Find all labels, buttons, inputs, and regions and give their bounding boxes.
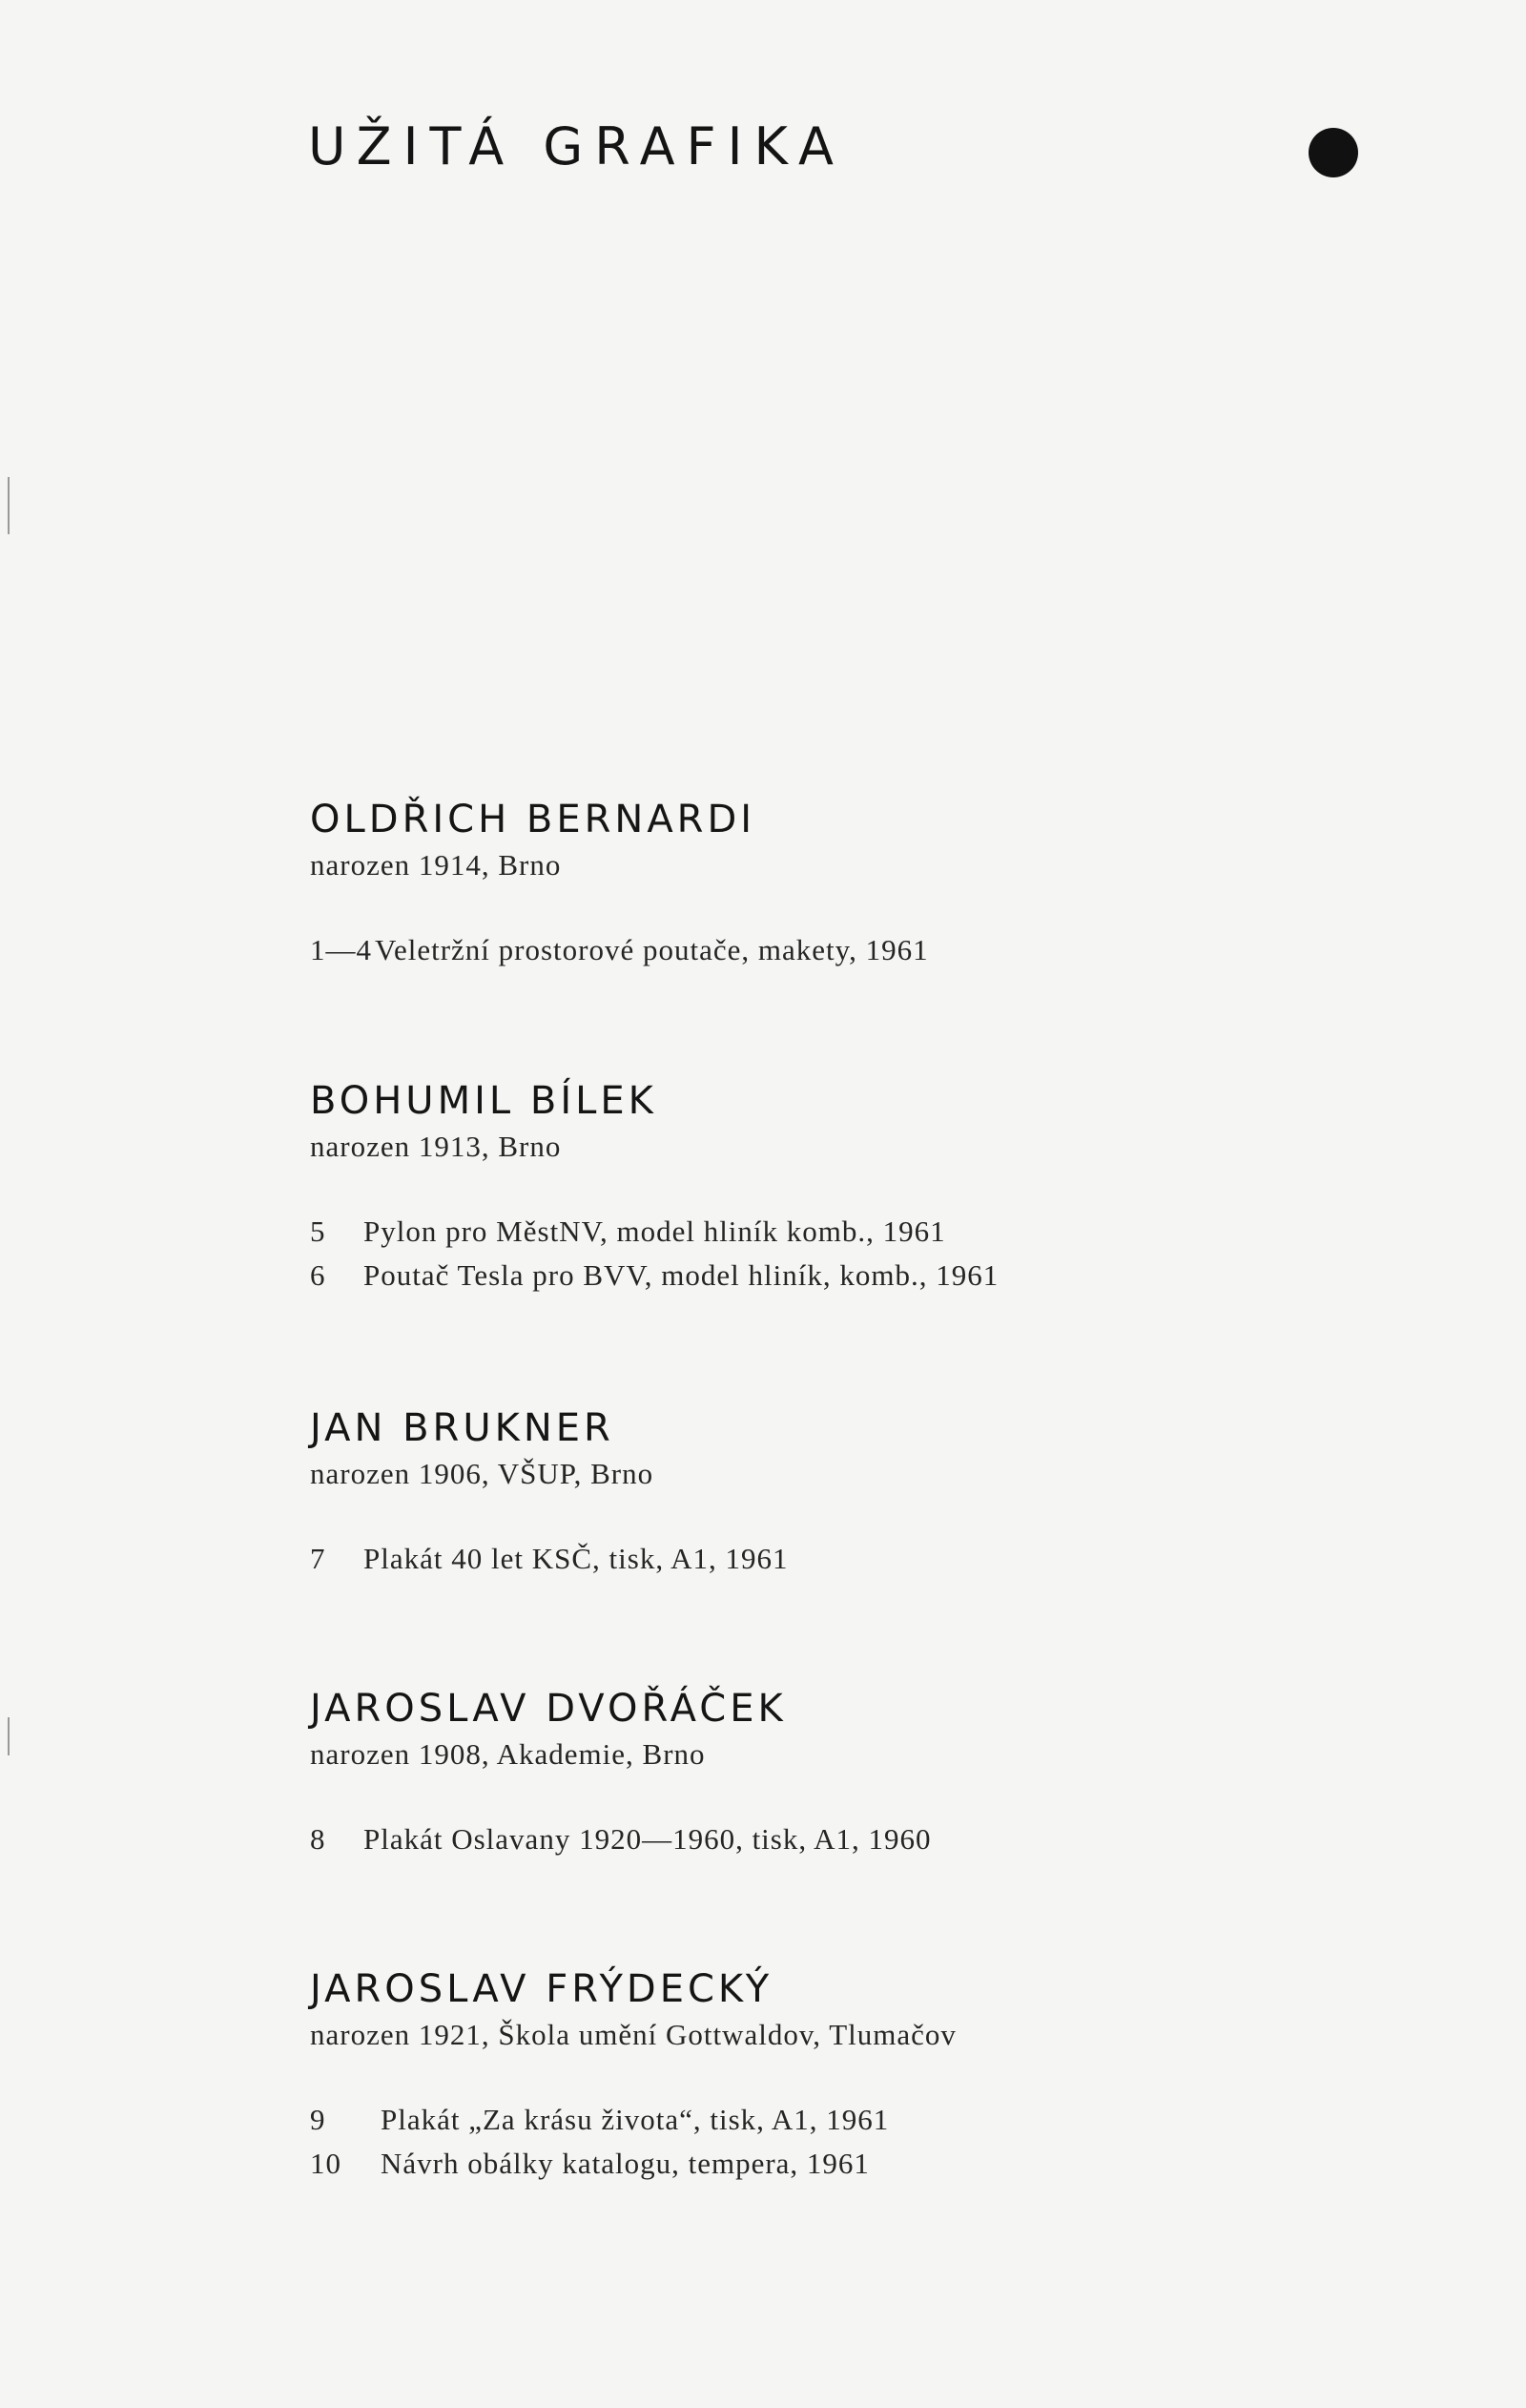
work-description: Poutač Tesla pro BVV, model hliník, komb., 1961	[363, 1258, 1000, 1292]
work-number: 5	[310, 1214, 326, 1248]
works-list	[310, 1817, 932, 1861]
artist-entry-dvoracek	[310, 1686, 932, 1861]
work-item	[310, 1210, 999, 1254]
scan-edge-mark	[8, 477, 10, 534]
work-description: Návrh obálky katalogu, tempera, 1961	[381, 2147, 870, 2180]
artist-entry-frydecky	[310, 1966, 957, 2186]
work-number: 7	[310, 1542, 326, 1575]
work-item	[310, 2142, 957, 2186]
work-description: Plakát 40 let KSČ, tisk, A1, 1961	[363, 1542, 789, 1575]
artist-info: narozen 1908, Akademie, Brno	[310, 1737, 706, 1771]
artist-entry-brukner	[310, 1405, 789, 1581]
artist-name: JAROSLAV DVOŘÁČEK	[310, 1687, 787, 1731]
artist-name: JAROSLAV FRÝDECKÝ	[310, 1967, 773, 2011]
works-list	[310, 928, 929, 972]
page-title: UŽITÁ GRAFIKA	[308, 116, 845, 176]
artist-name: BOHUMIL BÍLEK	[310, 1079, 657, 1123]
scan-edge-mark	[8, 1717, 10, 1755]
works-list	[310, 1210, 999, 1297]
work-description: Plakát Oslavany 1920—1960, tisk, A1, 1960	[363, 1822, 932, 1856]
work-description: Veletržní prostorové poutače, makety, 1961	[375, 933, 929, 966]
artist-name: OLDŘICH BERNARDI	[310, 798, 756, 841]
artist-entry-bilek	[310, 1078, 999, 1297]
artist-info: narozen 1906, VŠUP, Brno	[310, 1457, 654, 1490]
artist-info: narozen 1913, Brno	[310, 1130, 562, 1163]
artist-name: JAN BRUKNER	[310, 1406, 614, 1450]
work-number: 6	[310, 1258, 326, 1292]
artist-info: narozen 1914, Brno	[310, 848, 562, 882]
work-number: 9	[310, 2103, 326, 2136]
work-item	[310, 1537, 789, 1581]
work-description: Pylon pro MěstNV, model hliník komb., 1961	[363, 1214, 946, 1248]
work-number: 8	[310, 1822, 326, 1856]
works-list	[310, 1537, 789, 1581]
work-description: Plakát „Za krásu života“, tisk, A1, 1961	[381, 2103, 890, 2136]
work-number: 1—4	[310, 933, 372, 966]
work-item	[310, 2098, 957, 2142]
bullet-dot-icon	[1309, 128, 1358, 177]
artist-info: narozen 1921, Škola umění Gottwaldov, Tlumačov	[310, 2018, 957, 2051]
works-list	[310, 2098, 957, 2186]
work-item	[310, 1254, 999, 1297]
artist-entry-bernardi	[310, 797, 929, 972]
work-item	[310, 928, 929, 972]
work-number: 10	[310, 2147, 341, 2180]
work-item	[310, 1817, 932, 1861]
